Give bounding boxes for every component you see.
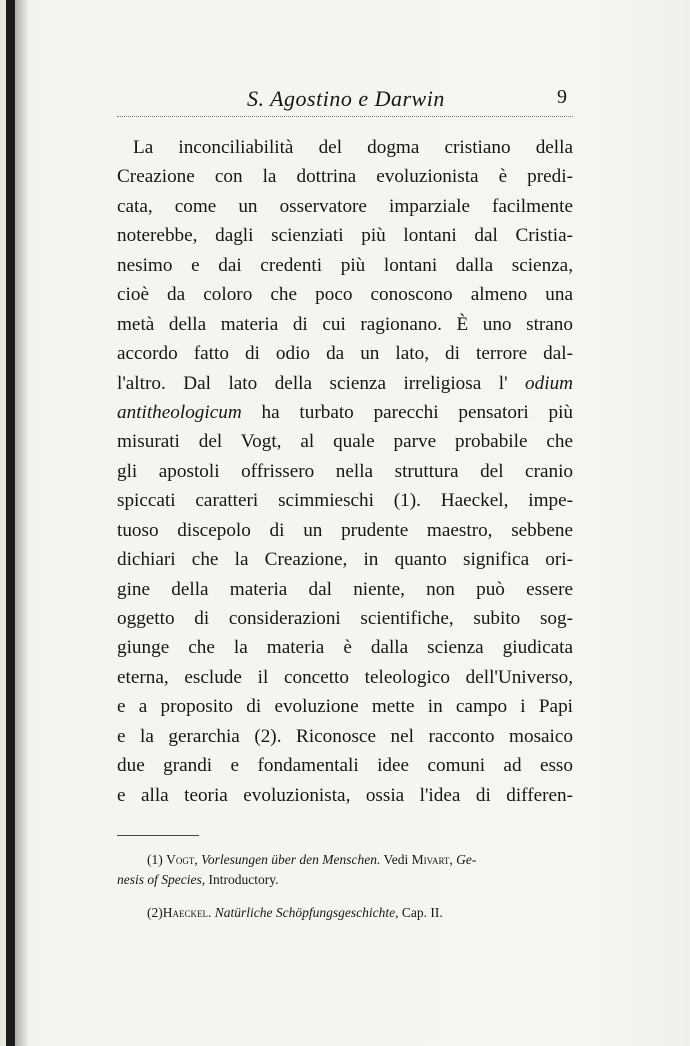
text-segment: ha turbato parecchi pensatori più: [261, 401, 573, 423]
text-line: spiccati caratteri scimmieschi (1). Haeckel, impe-: [117, 490, 573, 512]
latin-phrase: antitheologicum: [117, 401, 242, 423]
text-line: misurati del Vogt, al quale parve probabile che: [117, 431, 573, 453]
footnote-marker: (2): [147, 905, 163, 920]
footnote-title: Vorlesungen über den Menschen.: [201, 852, 381, 867]
text-line: noterebbe, dagli scienziati più lontani dal Cristia-: [117, 225, 573, 247]
running-title: S. Agostino e Darwin: [247, 86, 445, 111]
footnote-2: [117, 903, 573, 923]
header-rule: [117, 116, 573, 117]
text-line: nesimo e dai credenti più lontani dalla scienza,: [117, 254, 573, 276]
text-line: e la gerarchia (2). Riconosce nel racconto mosaico: [117, 725, 573, 747]
text-line: dichiari che la Creazione, in quanto significa ori-: [117, 549, 573, 571]
page-header: [117, 84, 573, 118]
footnote-author: Vogt,: [166, 852, 198, 867]
book-spine-edge: [6, 0, 15, 1046]
footnote-author: Mivart,: [411, 852, 453, 867]
text-line: gine della materia dal niente, non può essere: [117, 578, 573, 600]
text-line: metà della materia di cui ragionano. È uno strano: [117, 313, 573, 335]
footnotes: [117, 850, 573, 923]
text-line: La inconciliabilità del dogma cristiano della: [133, 137, 573, 158]
footnote-title: Ge-: [456, 852, 477, 867]
text-line: tuoso discepolo di un prudente maestro, sebbene: [117, 519, 573, 541]
footnote-text: Vedi: [383, 852, 409, 867]
text-line: e alla teoria evoluzionista, ossia l'idea di differen-: [117, 784, 573, 806]
text-line: Creazione con la dottrina evoluzionista è predi-: [117, 166, 573, 188]
footnote-rule: [117, 835, 199, 836]
text-line: cioè da coloro che poco conoscono almeno una: [117, 284, 573, 306]
text-line: accordo fatto di odio da un lato, di terrore dal-: [117, 343, 573, 365]
text-line: giunge che la materia è dalla scienza giudicata: [117, 637, 573, 659]
footnote-1-continued: [117, 870, 573, 890]
footnote-author: Haeckel.: [162, 905, 212, 920]
text-line: cata, come un osservatore imparziale facilmente: [117, 195, 573, 217]
footnote-title: Natürliche Schöpfungsgeschichte,: [214, 905, 399, 920]
text-line: gli apostoli offrissero nella struttura del cranio: [117, 460, 573, 482]
text-line: [117, 398, 573, 427]
footnote-1: [117, 850, 573, 870]
footnote-title: nesis of Species,: [117, 872, 206, 887]
footnote-text: Introductory.: [208, 872, 279, 887]
text-segment: l'altro. Dal lato della scienza irreligiosa l': [117, 372, 508, 394]
body-paragraph: [117, 133, 573, 810]
text-line: eterna, esclude il concetto teleologico dell'Universo,: [117, 666, 573, 688]
footnote-text: Cap. II.: [401, 905, 443, 920]
text-line: due grandi e fondamentali idee comuni ad esso: [117, 755, 573, 777]
spine-shadow: [15, 0, 29, 1046]
page-number: 9: [557, 86, 567, 108]
text-line: e a proposito di evoluzione mette in campo i Papi: [117, 696, 573, 718]
text-line: [117, 369, 573, 398]
footnote-marker: (1): [147, 852, 163, 867]
latin-phrase: odium: [525, 372, 574, 394]
text-line: oggetto di considerazioni scientifiche, subito sog-: [117, 608, 573, 629]
